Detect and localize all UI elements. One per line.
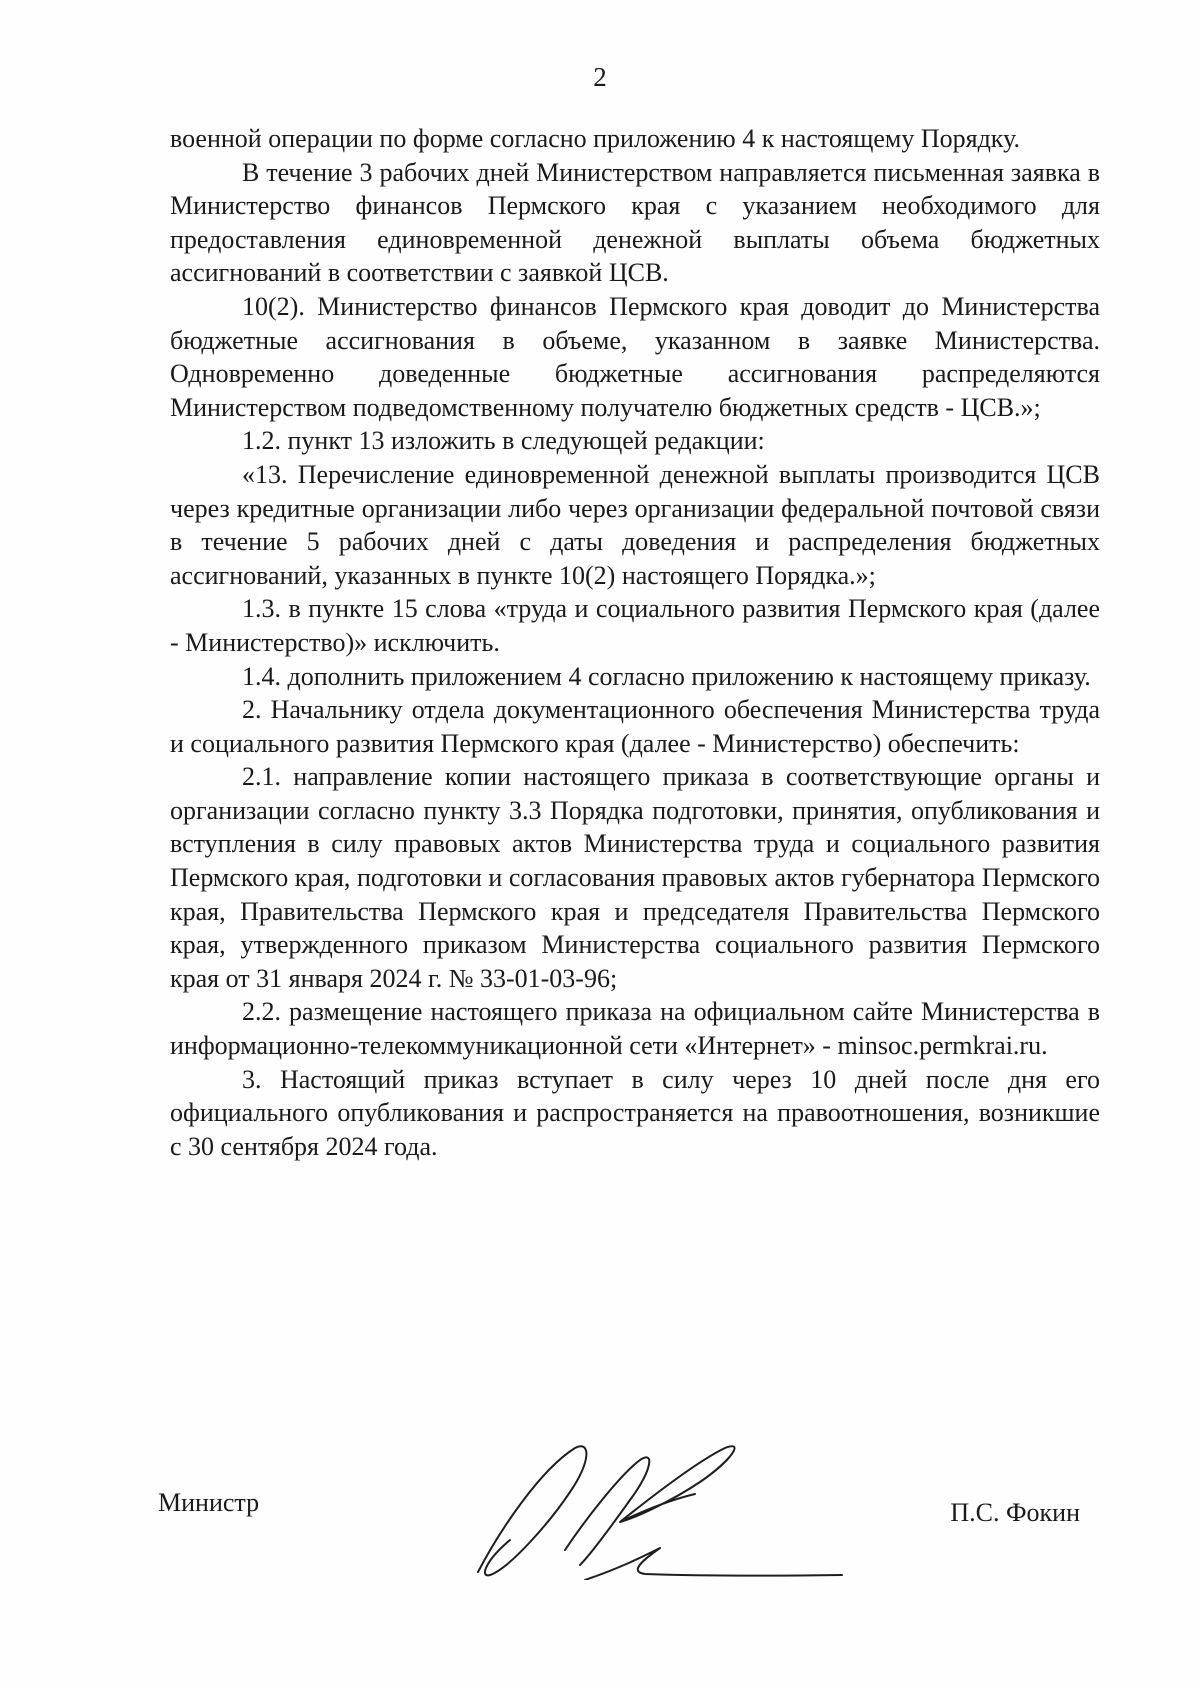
paragraph: 3. Настоящий приказ вступает в силу через 10 дней после дня его официального опубликования и распространяется на правоотношения, возникшие с 30 сентября 2024 года.: [170, 1064, 1100, 1161]
signature-stroke: [585, 1548, 842, 1580]
signatory-position: Министр: [158, 1488, 260, 1517]
document-body: [170, 122, 1100, 1163]
paragraph: 10(2). Министерство финансов Пермского края доводит до Министерства бюджетные ассигнования в объеме, указанном в заявке Министерства. Одновременно доведенные бюджетные ассигнования распределяются Министерством подведомственному получателю бюджетных средств - ЦСВ.»;: [170, 291, 1100, 422]
paragraph: 2.1. направление копии настоящего приказа в соответствующие органы и организации согласно пункту 3.3 Порядка подготовки, принятия, опубликования и вступления в силу правовых актов Министерства труда и социального развития Пермского края, подготовки и согласования правовых актов губернатора Пермского края, Правительства Пермского края и председателя Правительства Пермского края, утвержденного приказом Министерства социального развития Пермского края от 31 января 2024 г. № 33-01-03-96;: [170, 762, 1100, 993]
paragraph: 2. Начальнику отдела документационного обеспечения Министерства труда и социального развития Пермского края (далее - Министерство) обеспечить:: [170, 695, 1100, 758]
paragraph: военной операции по форме согласно приложению 4 к настоящему Порядку.: [170, 124, 1020, 153]
paragraph: 2.2. размещение настоящего приказа на официальном сайте Министерства в информационно-телекоммуникационной сети «Интернет» - minsoc.permkrai.ru.: [170, 997, 1100, 1061]
signature-stroke: [478, 1446, 586, 1575]
paragraph: В течение 3 рабочих дней Министерством направляется письменная заявка в Министерство финансов Пермского края с указанием необходимого для предоставления единовременной денежной выплаты объема бюджетных ассигнований в соответствии с заявкой ЦСВ.: [170, 157, 1100, 288]
page-number: 2: [593, 62, 607, 92]
paragraph: 1.4. дополнить приложением 4 согласно приложению к настоящему приказу.: [242, 661, 1091, 691]
signatory-name: П.С. Фокин: [950, 1498, 1080, 1527]
signature-stroke: [565, 1457, 649, 1565]
signature-stroke: [620, 1446, 735, 1522]
paragraph: 1.3. в пункте 15 слова «труда и социального развития Пермского края (далее - Министерство)» исключить.: [170, 594, 1100, 657]
paragraph: «13. Перечисление единовременной денежной выплаты производится ЦСВ через кредитные организации либо через организации федеральной почтовой связи в течение 5 рабочих дней с даты доведения и распределения бюджетных ассигнований, указанных в пункте 10(2) настоящего Порядка.»;: [170, 459, 1100, 590]
handwritten-signature: [470, 1430, 850, 1580]
paragraph: 1.2. пункт 13 изложить в следующей редакции:: [242, 426, 765, 456]
